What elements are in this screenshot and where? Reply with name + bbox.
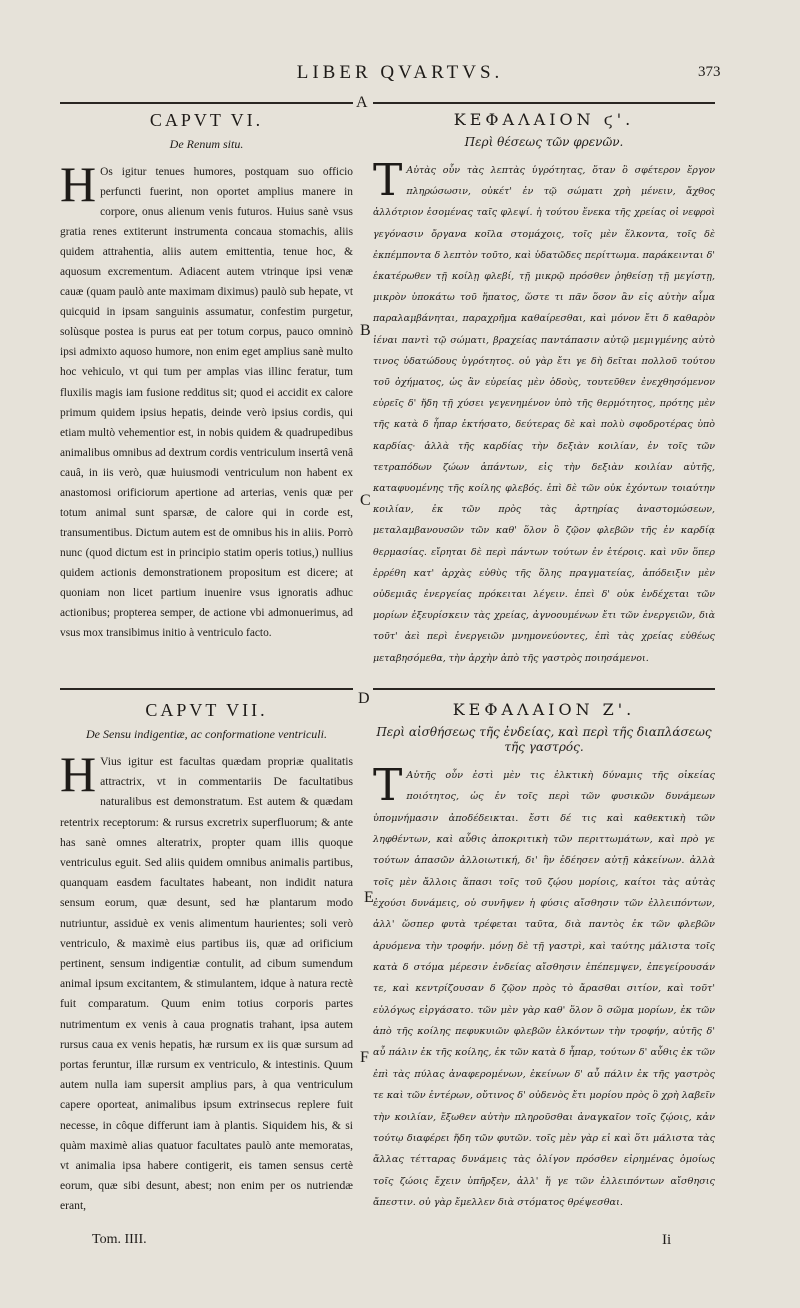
- cap7-greek-title: ΚΕΦΑΛΑΙΟΝ Ζ'.: [452, 700, 636, 719]
- cap7-greek-subtitle: Περὶ αἰσθήσεως τῆς ἐνδείας, καὶ περὶ τῆς διαπλάσεως τῆς γαστρός.: [376, 725, 712, 754]
- running-head: LIBER QVARTVS.: [296, 62, 504, 83]
- cap6-latin-title: CAPVT VI.: [149, 110, 264, 130]
- volume-footer: Tom. IIII.: [92, 1232, 147, 1247]
- cap7-latin-body: Vius igitur est facultas quædam propriæ qualitatis attractrix, vt in commentariis De facultatibus naturalibus est demonstratum. Est autem & quædam retentrix receptorum: & rursus excretrix superfluorum; & ante has sanè omnes alteratrix, propter quam illis quoque ventriculus eguit. Sed aliis quidem omnibus animalis partibus, quanquam easdem facultates habeant, non indidit natura sensum eorum, quæ desunt, sed hæ plantarum modo nutriuntur, assiduè ex venis alimentum haurientes; soli verò ventriculo, & maximè eius partibus iis, quæ ad orificium pertinent, sensum indigentiæ contulit, ad cibum sumendum animal ipsum excitantem, & stimulantem, idque à natura rectè fuit comparatum. Quum enim totius corporis partes nutrimentum ex venis à caua prognatis trahant, ipsa autem rursus caua ex venis hepatis, hæ rursum ex iis quæ sursum ad portas feruntur, illæ rursum ex ventriculo, & intestinis. Quum autem nulla iam supersit amplius pars, à qua ventriculum capere oporteat, animalibus ipsum extrinsecus replere fuit necesse, in côque differunt iam à plantis. Siquidem his, & si quàm maximè alias quatuor facultates paulò ante memoratas, vt animalia ipsa habere contigerit, eis tamen sensus certè eorum, quæ sibi desunt, abest; non enim per os nutriendæ erant,: [60, 755, 353, 1213]
- cap7-latin-text: [60, 746, 353, 1217]
- cap6-greek-text: [373, 155, 715, 669]
- cap7-latin-title: CAPVT VII.: [145, 700, 268, 720]
- cap7-greek-column: [373, 700, 715, 1230]
- section-rule-left: [60, 688, 353, 690]
- cap6-latin-dropcap: H: [60, 156, 97, 212]
- margin-marker-b: B: [360, 322, 371, 339]
- cap7-greek-text: [373, 760, 715, 1213]
- page-number: 373: [698, 64, 721, 80]
- cap7-latin-dropcap: H: [60, 746, 97, 802]
- cap7-greek-dropcap: Τ: [373, 760, 403, 811]
- cap6-latin-body: Os igitur tenues humores, postquam suo officio perfuncti fuerint, non oportet amplius manere in corpore, onus alienum venis futuros. Huius sanè vsus gratia renes extiterunt instrumenta concaua stomachis, aliis quidem attrahentia, aliis autem emittentia, tenue hoc, & aquosum excrementum. Adiacent autem vtrinque ipsi venæ cauæ (quam paulò ante maximam diximus) paulò sub hepate, vt quicquid in ipsam sanguinis assumatur, confestim purgetur, solùsque postea is purus eat per totum corpus, pauco omninò ipsi admixto aquoso humore, non enim eget amplius sanè multo hoc vehiculo, vt qui tum per amplas vias illinc feratur, tum fluxilis magis iam fusione redditus sit; quod ei accidit ex calore primum quidem ipsius hepatis, deinde verò ipsius cordis, qui etiam multò vehementior est, in nobis quidem & quadrupedibus animalibus omnibus ad dextrum cordis ventriculum insertâ venâ cauâ, in iis verò, quæ huiusmodi ventriculum non habent ex anastomosi orificiorum apertione ad arterias, venis quæ per totum animal sunt sparsæ, de calore qui in corde est, transumentibus. Dictum autem est de omnibus his in aliis. Porrò nunc (quod dictum est in principio statim operis totius,) nullius quidem actionis demonstrationem propositum est dicere; at quoniam non licet partium inuenire vsus ignoratis adhuc actionibus; propterea semper, de actione vbi admonuerimus, ad vsus mox transibimus initio à ventriculo facto.: [60, 166, 353, 640]
- cap6-latin-column: [60, 110, 353, 670]
- cap6-greek-title: ΚΕΦΑΛΑΙΟΝ ϛ'.: [453, 110, 635, 129]
- header-rule-right: [373, 102, 715, 104]
- section-rule-right: [373, 688, 715, 690]
- signature-mark: Ii: [662, 1232, 672, 1248]
- cap6-greek-subtitle: Περὶ θέσεως τῶν φρενῶν.: [464, 135, 624, 149]
- header-rule-left: [60, 102, 353, 104]
- cap6-greek-body: Αὐτὰς οὖν τὰς λεπτὰς ὑγρότητας, ὅταν ὃ σφέτερον ἔργον πληρώσωσιν, οὐκέτ' ἐν τῷ σώματι χρὴ μένειν, ἄχθος ἀλλότριον ἐσομένας ταῖς φλεψί. ἡ τούτου ἕνεκα τῆς χρείας οἱ νεφροὶ γεγόνασιν ὄργανα κοῖλα στομάχοις, τοῖς μὲν ἕλκοντα, τοῖς δὲ ἐκπέμποντα δ λεπτὸν τοῦτο, καὶ ὑδατῶδες περίττωμα. παράκεινται δ' ἑκατέρωθεν τῇ κοίλῃ φλεβί, τῇ μικρῷ πρόσθεν ῥηθείσῃ τῇ μεγίστῃ, μικρὸν ὑποκάτω τοῦ ἥπατος, ὥστε τι πᾶν ὅσον ἂν εἰς αὐτὴν αἷμα παραλαμβάνηται, παραχρῆμα καθαίρεσθαι, καὶ μόνον ἔτι δ καθαρὸν ἰέναι παντὶ τῷ σώματι, βραχείας παντάπασιν αὐτῷ μεμιγμένης αὐτὸ τινος ὑδατώδους ὑγρότητος. οὐ γὰρ ἔτι γε δὴ δεῖται πολλοῦ τούτου τοῦ ὀχήματος, ὡς ἂν εὐρείας μὲν ὁδοὺς, τουτεῦθεν ἐνεχθησόμενον εὐρεῖς δ' ἤδη τῇ χύσει γεγενημένον ὑπὸ τῆς θερμότητος, πρότης μὲν τῆς κατὰ δ ἧπαρ ἐκτήσατο, δεύτερας δὲ καὶ πολὺ σφοδροτέρας ὑπὸ καρδίας· ἀλλὰ τῆς καρδίας τὴν δεξιὰν κοιλίαν, ἐν τοῖς τῶν τετραπόδων ζώων ἁπάντων, εἰς τὴν δεξιὰν κοιλίαν αὐτῆς, καταφυομένης τῆς κοίλης φλεβός. ἐπὶ δὲ τῶν οὐκ ἐχόντων τοιαύτην κοιλίαν, ἐκ τῶν πρὸς τὰς ἀρτηρίας ἀναστομώσεων, μεταλαμβανουσῶν τῶν καθ' ὅλον ὃ ζῷον φλεβῶν τῆς ἐν καρδίᾳ θερμασίας. εἴρηται δὲ περὶ πάντων τούτων ἐν ἑτέροις. καὶ νῦν ὅπερ ἐρρέθη κατ' ἀρχὰς εὐθὺς τῆς ὅλης πραγματείας, ἀπόδειξιν μὲν οὐδεμιᾶς ἐνεργείας πρόκειται λέγειν. ἐπεὶ δ' οὐκ ἐνδέχεται τῶν μορίων ἐξευρίσκειν τὰς χρείας, ἀγνοουμένων ἔτι τῶν ἐνεργειῶν, διὰ τοῦτ' ἀεὶ περὶ ἐνεργειῶν μνημονεύοντες, ἐπὶ τὰς χρείας εὐθέως μεταβησόμεθα, τὴν ἀρχὴν ἀπὸ τῆς γαστρὸς ποιησάμενοι.: [373, 165, 715, 664]
- margin-marker-c: C: [360, 492, 371, 509]
- cap6-latin-subtitle: De Renum situ.: [169, 137, 244, 151]
- cap7-greek-body: Αὐτῆς οὖν ἐστὶ μὲν τις ἑλκτικὴ δύναμις τῆς οἰκείας ποιότητος, ὡς ἐν τοῖς περὶ τῶν φυσικῶν δυνάμεων ὑπομνήμασιν ἀποδέδεικται. ἔστι δέ τις καὶ καθεκτικὴ τῶν ληφθέντων, καὶ αὖθις ἀποκριτικὴ τῶν περιττωμάτων, καὶ πρὸ γε τούτων ἁπασῶν ἀλλοιωτική, δι' ἣν ἐδέησεν αὐτῇ κἀκείνων. ἀλλὰ τοῖς μὲν ἄλλοις ἅπασι τοῖς τοῦ ζῴου μορίοις, καίτοι τὰς αὐτὰς ἐχούσι δυνάμεις, οὐ συνῆψεν ἡ φύσις αἴσθησιν τῶν ἐλλειπόντων, ἀλλ' ὥσπερ φυτὰ τρέφεται ταῦτα, διὰ παντὸς ἐκ τῶν φλεβῶν ἀρυόμενα τὴν τροφήν. μόνῃ δὲ τῇ γαστρὶ, καὶ ταύτης μάλιστα τοῖς κατὰ δ στόμα μέρεσιν ἐνδείας αἴσθησιν ἐπέπεμψεν, ἐπεγείρουσάν τε, καὶ κεντρίζουσαν δ ζῷον πρὸς τὸ ἄρασθαι σιτίον, καὶ τοῦτ' εὐλόγως εἰργάσατο. τῶν μὲν γὰρ καθ' ὅλον ὃ σῶμα μορίων, ἐκ τῶν ἀπὸ τῆς κοίλης πεφυκυιῶν φλεβῶν ἑλκόντων τὴν τροφήν, αὐτῆς δ' αὖ πάλιν ἐκ τῆς κοίλης, ἐκ τῶν κατὰ δ ἧπαρ, τούτων δ' αὖθις ἐκ τῶν ἐπὶ τὰς πύλας ἀναφερομένων, ἐκείνων δ' αὖ πάλιν ἐκ τῆς γαστρὸς τε καὶ τῶν ἐντέρων, οὔτινος δ' οὐδενὸς ἔτι μορίου πρὸς ὃ χρὴ λαβεῖν τὴν κοιλίαν, ἔξωθεν αὐτὴν πληροῦσθαι ἀναγκαῖον τοῖς ζῴοις, κἀν τούτῳ διαφέρει ἤδη τῶν φυτῶν. τοῖς μὲν γὰρ εἰ καὶ ὅτι μάλιστα τὰς ἄλλας τέτταρας δυνάμεις τὰς ὀλίγον πρόσθεν εἰρημένας ὁμοίως τοῖς ζώοις ἔχειν ὑπῆρξεν, ἀλλ' ἥ γε τῶν ἐλλειπόντων αἴσθησις ἄπεστιν. οὐ γὰρ ἔμελλεν διὰ στόματος θρέψεσθαι.: [373, 770, 715, 1208]
- cap6-greek-column: [373, 110, 715, 670]
- margin-marker-f: F: [360, 1049, 369, 1066]
- cap6-greek-dropcap: Τ: [373, 155, 403, 206]
- margin-marker-d: D: [358, 690, 370, 707]
- cap6-latin-text: [60, 156, 353, 643]
- cap7-latin-column: [60, 700, 353, 1230]
- margin-marker-e: E: [364, 889, 374, 906]
- cap7-latin-subtitle: De Sensu indigentiæ, ac conformatione ventriculi.: [86, 727, 327, 741]
- margin-marker-a: A: [356, 94, 368, 111]
